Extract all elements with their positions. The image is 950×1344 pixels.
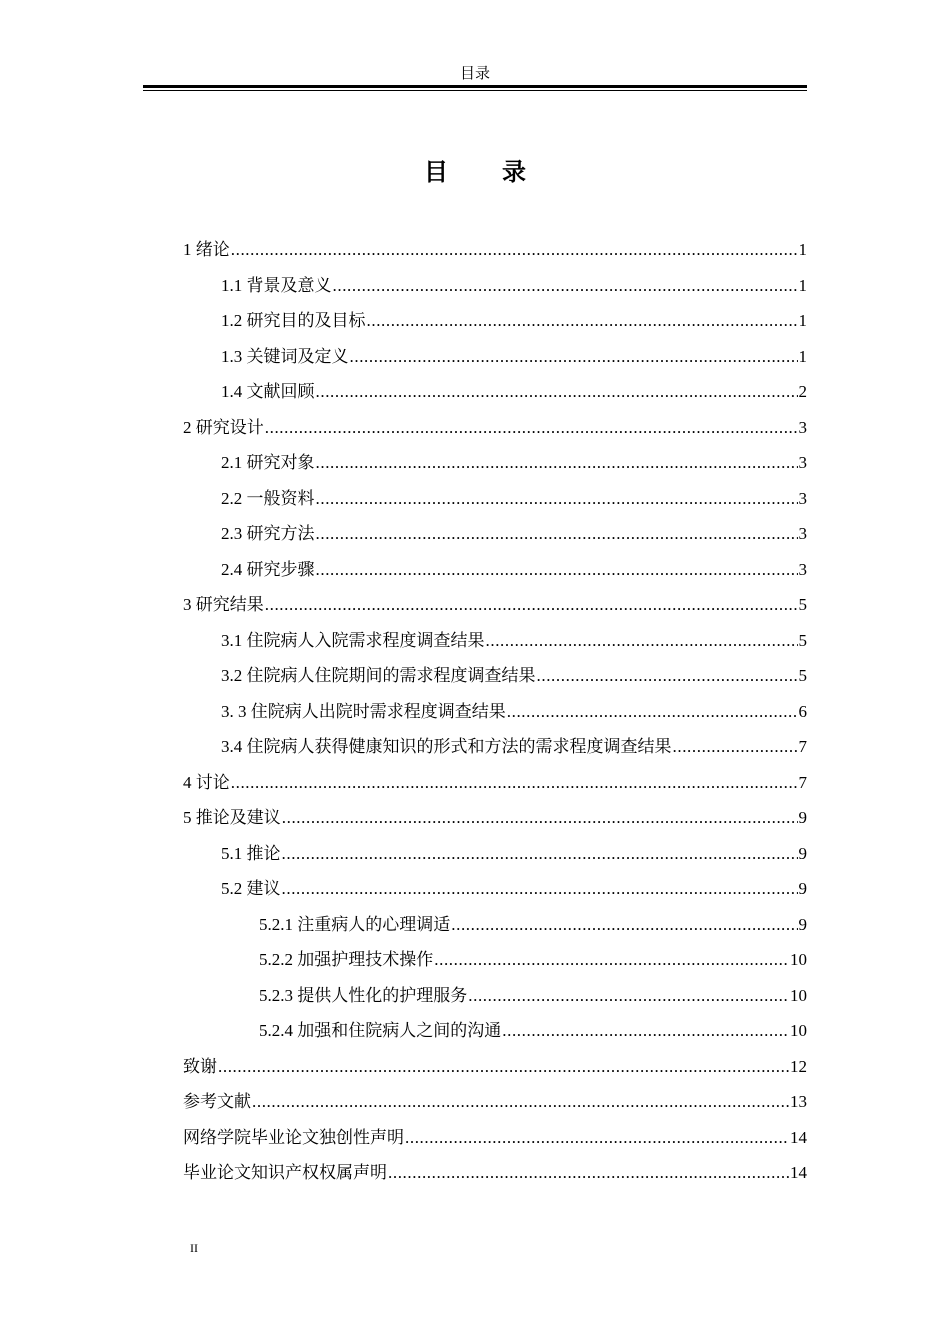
toc-entry-page-number: 10 <box>790 985 807 1005</box>
toc-dot-leader <box>507 694 798 730</box>
toc-entry-page-number: 3 <box>798 559 807 579</box>
toc-entry-page-number: 9 <box>798 843 807 863</box>
toc-dot-leader <box>265 410 798 446</box>
toc-entry[interactable] <box>183 1049 807 1085</box>
toc-entry-label: 5.2.4 加强和住院病人之间的沟通 <box>259 1021 502 1040</box>
toc-entry[interactable] <box>183 658 807 694</box>
toc-entry-label: 3.1 住院病人入院需求程度调查结果 <box>221 630 485 650</box>
toc-dot-leader <box>673 729 798 765</box>
toc-entry[interactable] <box>183 1013 807 1049</box>
running-header: 目录 <box>459 66 490 82</box>
toc-entry[interactable] <box>183 729 807 765</box>
toc-entry[interactable] <box>183 1155 807 1191</box>
page-number: II <box>190 1241 198 1255</box>
toc-entry[interactable] <box>183 1120 807 1156</box>
toc-entry[interactable] <box>183 800 807 836</box>
toc-dot-leader <box>451 907 797 943</box>
toc-entry-page-number: 13 <box>790 1092 807 1111</box>
toc-dot-leader <box>231 765 798 801</box>
toc-entry-label: 5.2.1 注重病人的心理调适 <box>259 914 451 934</box>
toc-entry[interactable] <box>183 623 807 659</box>
toc-dot-leader <box>252 1084 789 1120</box>
toc-dot-leader <box>282 800 798 836</box>
toc-dot-leader <box>316 481 798 517</box>
toc-entry[interactable] <box>183 410 807 446</box>
toc-entry-label: 1.1 背景及意义 <box>221 275 332 295</box>
toc-entry-label: 3.2 住院病人住院期间的需求程度调查结果 <box>221 666 536 685</box>
toc-entry-page-number: 7 <box>798 737 807 756</box>
toc-entry-page-number: 1 <box>798 275 807 295</box>
toc-dot-leader <box>282 871 798 907</box>
toc-entry[interactable] <box>183 1084 807 1120</box>
toc-entry-page-number: 14 <box>790 1127 807 1147</box>
toc-dot-leader <box>316 374 798 410</box>
toc-entry-label: 致谢 <box>183 1056 217 1076</box>
toc-entry-page-number: 3 <box>798 453 807 472</box>
toc-entry-label: 5.1 推论 <box>221 843 281 863</box>
toc-entry-page-number: 7 <box>798 772 807 792</box>
toc-dot-leader <box>502 1013 789 1049</box>
toc-entry[interactable] <box>183 765 807 801</box>
toc-dot-leader <box>316 552 798 588</box>
toc-entry-page-number: 10 <box>790 950 807 969</box>
toc-entry-label: 2.1 研究对象 <box>221 453 315 472</box>
toc-dot-leader <box>333 268 798 304</box>
toc-entry-page-number: 2 <box>798 382 807 401</box>
toc-entry-label: 1.2 研究目的及目标 <box>221 311 366 330</box>
toc-dot-leader <box>316 445 798 481</box>
toc-entry-label: 3. 3 住院病人出院时需求程度调查结果 <box>221 701 506 721</box>
toc-dot-leader <box>265 587 798 623</box>
toc-entry[interactable] <box>183 268 807 304</box>
toc-entry[interactable] <box>183 552 807 588</box>
toc-entry[interactable] <box>183 978 807 1014</box>
toc-entry-label: 2.3 研究方法 <box>221 524 315 543</box>
toc-dot-leader <box>316 516 798 552</box>
toc-title: 目 录 <box>424 160 550 186</box>
toc-entry-page-number: 10 <box>790 1021 807 1040</box>
toc-entry-page-number: 1 <box>798 311 807 330</box>
toc-entry[interactable] <box>183 694 807 730</box>
toc-dot-leader <box>388 1155 789 1191</box>
toc-entry-label: 5.2.3 提供人性化的护理服务 <box>259 985 468 1005</box>
toc-entry[interactable] <box>183 516 807 552</box>
toc-dot-leader <box>405 1120 789 1156</box>
toc-entry[interactable] <box>183 481 807 517</box>
toc-entry-page-number: 5 <box>798 630 807 650</box>
toc-dot-leader <box>434 942 789 978</box>
toc-entry[interactable] <box>183 445 807 481</box>
toc-entry-label: 1.4 文献回顾 <box>221 382 315 401</box>
toc-entry-label: 2 研究设计 <box>183 417 264 437</box>
toc-dot-leader <box>486 623 798 659</box>
toc-entry-label: 5.2 建议 <box>221 879 281 898</box>
toc-entry[interactable] <box>183 907 807 943</box>
toc-entry-page-number: 3 <box>798 524 807 543</box>
toc-entry[interactable] <box>183 303 807 339</box>
toc-entry-label: 5 推论及建议 <box>183 808 281 827</box>
toc-entry-page-number: 5 <box>798 666 807 685</box>
toc-entry-label: 4 讨论 <box>183 772 230 792</box>
table-of-contents <box>183 232 807 1191</box>
toc-entry-label: 3 研究结果 <box>183 595 264 614</box>
header-rule-thick <box>143 85 807 88</box>
toc-dot-leader <box>350 339 798 375</box>
toc-entry-label: 1 绪论 <box>183 240 230 259</box>
toc-entry-page-number: 3 <box>798 417 807 437</box>
toc-entry-page-number: 9 <box>798 879 807 898</box>
toc-entry-page-number: 9 <box>798 808 807 827</box>
toc-entry[interactable] <box>183 942 807 978</box>
toc-entry-page-number: 9 <box>798 914 807 934</box>
toc-entry-page-number: 5 <box>798 595 807 614</box>
toc-dot-leader <box>367 303 798 339</box>
toc-dot-leader <box>282 836 798 872</box>
toc-entry-label: 5.2.2 加强护理技术操作 <box>259 950 434 969</box>
toc-entry-page-number: 1 <box>798 240 807 259</box>
toc-entry[interactable] <box>183 232 807 268</box>
toc-entry-page-number: 14 <box>790 1163 807 1182</box>
toc-entry[interactable] <box>183 339 807 375</box>
toc-entry-label: 3.4 住院病人获得健康知识的形式和方法的需求程度调查结果 <box>221 737 672 756</box>
toc-entry[interactable] <box>183 836 807 872</box>
toc-entry-label: 网络学院毕业论文独创性声明 <box>183 1127 404 1147</box>
toc-dot-leader <box>468 978 789 1014</box>
toc-entry-label: 参考文献 <box>183 1092 251 1111</box>
toc-entry-label: 2.4 研究步骤 <box>221 559 315 579</box>
toc-dot-leader <box>231 232 798 268</box>
toc-entry-page-number: 12 <box>790 1056 807 1076</box>
toc-entry-label: 毕业论文知识产权权属声明 <box>183 1163 387 1182</box>
toc-entry-page-number: 3 <box>798 488 807 508</box>
toc-entry-label: 2.2 一般资料 <box>221 488 315 508</box>
toc-entry[interactable] <box>183 374 807 410</box>
toc-entry-label: 1.3 关键词及定义 <box>221 346 349 366</box>
toc-entry[interactable] <box>183 871 807 907</box>
toc-entry[interactable] <box>183 587 807 623</box>
toc-dot-leader <box>218 1049 789 1085</box>
toc-entry-page-number: 1 <box>798 346 807 366</box>
toc-dot-leader <box>537 658 798 694</box>
toc-entry-page-number: 6 <box>798 701 807 721</box>
header-rule-thin <box>143 90 807 91</box>
